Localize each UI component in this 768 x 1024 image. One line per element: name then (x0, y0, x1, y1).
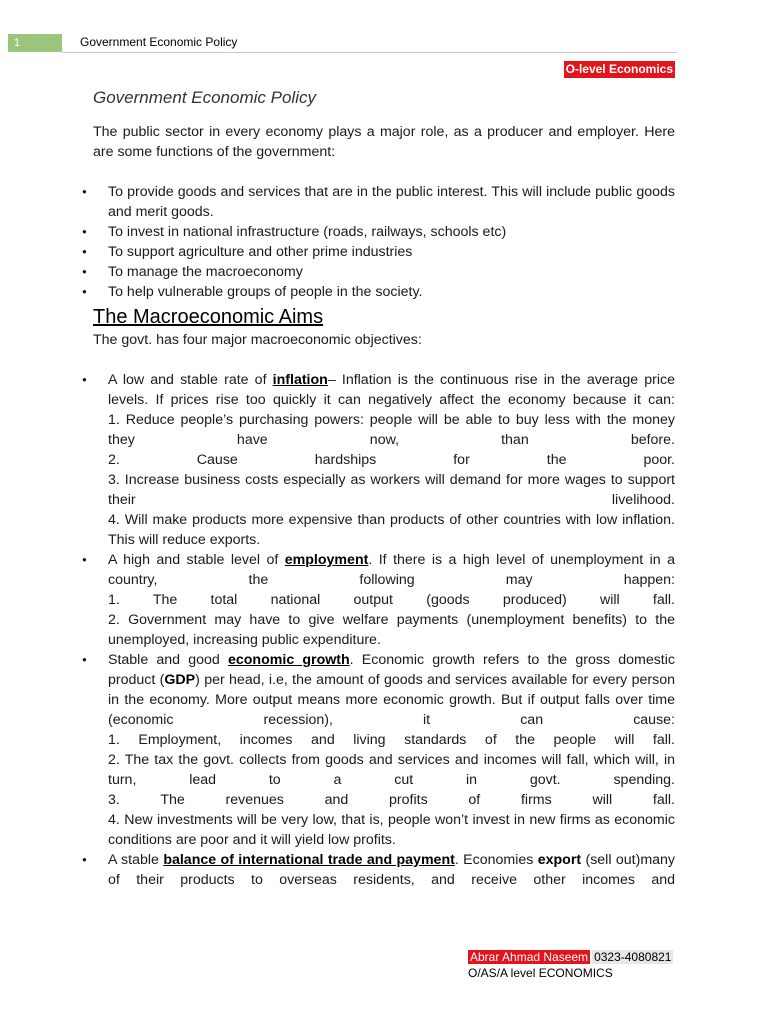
list-item: ● To invest in national infrastructure (roads, railways, schools etc) (93, 222, 675, 242)
author-name: Abrar Ahmad Naseem (470, 950, 589, 964)
inflation-point: 3. Increase business costs especially as workers will demand for more wages to support their livelihood. (108, 472, 675, 508)
section-heading: The Macroeconomic Aims (93, 306, 324, 328)
page-number: 1 (8, 34, 62, 52)
aim-lead: Stable and good (108, 652, 228, 668)
aim-lead: A stable (108, 852, 164, 868)
functions-list (93, 182, 675, 302)
list-item: ● To help vulnerable groups of people in the society. (93, 282, 675, 302)
inflation-point: 2. Cause hardships for the poor. (108, 452, 675, 468)
growth-point: 2. The tax the govt. collects from goods and services and incomes will fall, which will, in turn, lead to a cut in govt. spending. (108, 752, 675, 788)
keyword-inflation: inflation (272, 372, 328, 388)
aim-inflation (93, 370, 675, 550)
aim-text: . Economies (454, 852, 538, 868)
keyword-balance-of-trade: balance of international trade and payment (163, 852, 455, 868)
aim-text: (sell out)many of their products to overseas residents, and receive other incomes and (108, 852, 676, 888)
aim-text: . If there is a high level of unemployment in a country, the following may happen: (108, 552, 675, 588)
keyword-export: export (537, 852, 582, 868)
inflation-point: 1. Reduce people’s purchasing powers: people will be able to buy less with the money they have now, than before. (108, 412, 675, 448)
list-item: ● To provide goods and services that are in the public interest. This will include public goods and merit goods. (93, 182, 675, 222)
aim-text: – Inflation is the continuous rise in the average price levels. If prices rise too quickly it can negatively affect the economy because it can: (108, 372, 675, 408)
employment-point: 1. The total national output (goods produced) will fall. (108, 592, 675, 608)
list-item: ● To support agriculture and other prime industries (93, 242, 675, 262)
footer-course: O/AS/A level ECONOMICS (468, 966, 613, 980)
course-badge: O-level Economics (565, 62, 673, 76)
aim-text: . Economic growth refers to the gross domestic product ( (108, 652, 675, 688)
header-divider (62, 52, 677, 53)
keyword-employment: employment (284, 552, 369, 568)
growth-point: 3. The revenues and profits of firms will fall. (108, 792, 675, 808)
author-phone: 0323-4080821 (594, 950, 672, 964)
aim-employment (93, 550, 675, 650)
employment-point: 2. Government may have to give welfare payments (unemployment benefits) to the unemployed, increasing public expenditure. (108, 612, 675, 648)
aim-economic-growth (93, 650, 675, 850)
aims-intro: The govt. has four major macroeconomic objectives: (93, 332, 422, 348)
aim-lead: A low and stable rate of (108, 372, 273, 388)
footer-author (468, 949, 673, 965)
running-header-title: Government Economic Policy (80, 35, 238, 49)
inflation-point: 4. Will make products more expensive than products of other countries with low inflation. This will reduce exports. (108, 512, 675, 548)
document-title: Government Economic Policy (93, 88, 316, 107)
aim-lead: A high and stable level of (108, 552, 285, 568)
keyword-gdp: GDP (164, 672, 196, 688)
list-item: ● To manage the macroeconomy (93, 262, 675, 282)
aim-balance-of-trade (93, 850, 675, 890)
growth-point: 1. Employment, incomes and living standards of the people will fall. (108, 732, 675, 748)
document-body (93, 122, 675, 890)
keyword-economic-growth: economic growth (227, 652, 350, 668)
growth-point: 4. New investments will be very low, that is, people won’t invest in new firms as economic conditions are poor and it will yield low profits. (108, 812, 675, 848)
aims-list (93, 370, 675, 890)
aim-text: ) per head, i.e, the amount of goods and services available for every person in the economy. More output means more economic growth. But if output falls over time (economic recession), it can cause: (108, 672, 675, 728)
intro-paragraph: The public sector in every economy plays a major role, as a producer and employer. Here are some functions of the government: (93, 124, 675, 160)
